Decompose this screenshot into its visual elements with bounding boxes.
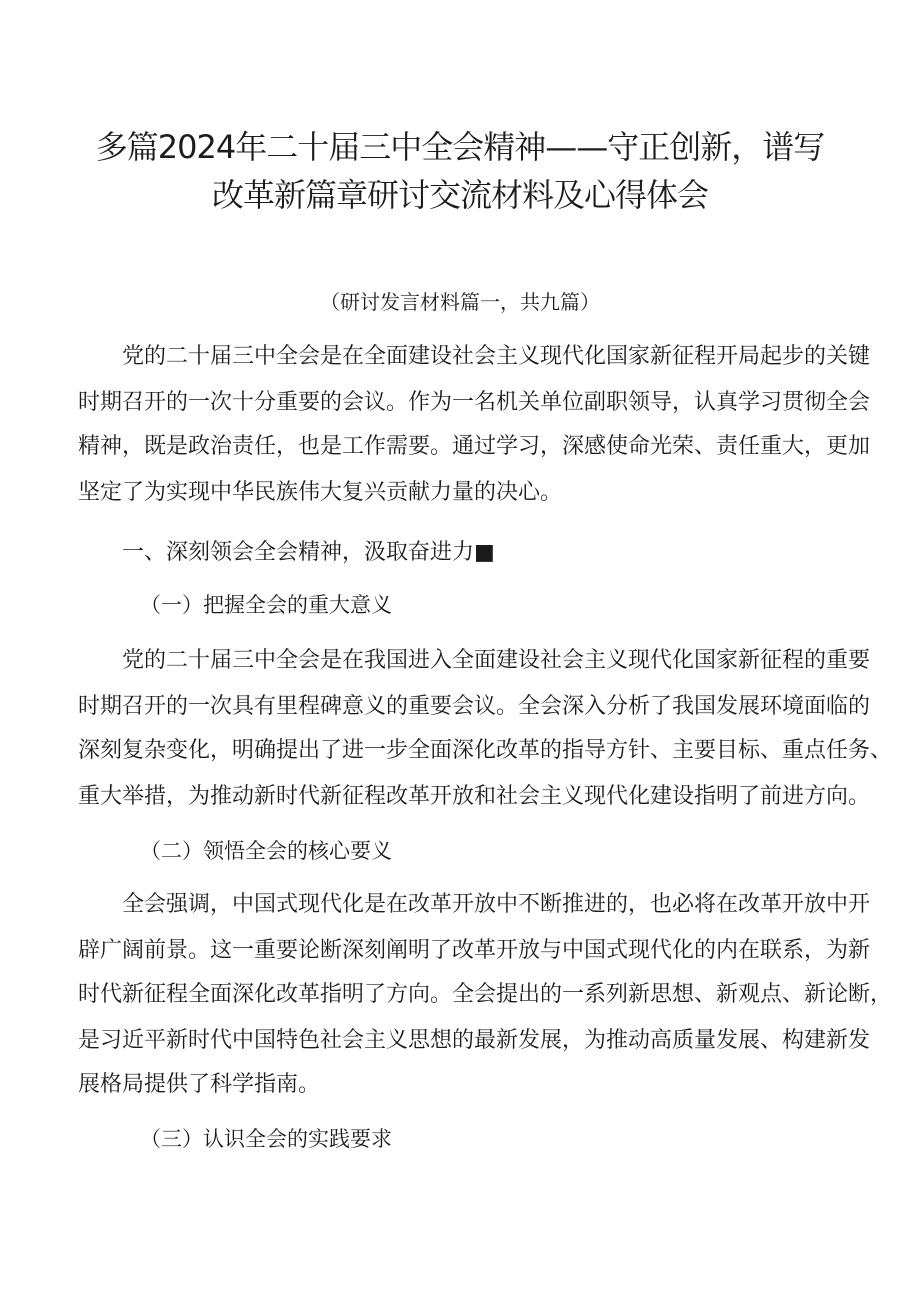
document-title-line-2: 改革新篇章研讨交流材料及心得体会 <box>211 176 708 214</box>
subsection-heading-1: （一）把握全会的重大意义 <box>140 593 392 617</box>
section-heading-1: 一、深刻领会全会精神，汲取奋进力■ <box>122 540 495 565</box>
document-title-line-1: 多篇2024年二十届三中全会精神——守正创新，谱写 <box>95 128 825 166</box>
subsection-heading-3: （三）认识全会的实践要求 <box>140 1127 392 1151</box>
paragraph-1-line: 时期召开的一次十分重要的会议。作为一名机关单位副职领导，认真学习贯彻全会 <box>78 390 871 415</box>
paragraph-2-line: 深刻复杂变化，明确提出了进一步全面深化改革的指导方针、主要目标、重点任务、 <box>78 738 893 763</box>
paragraph-3-line: 辟广阔前景。这一重要论断深刻阐明了改革开放与中国式现代化的内在联系，为新 <box>78 938 871 963</box>
paragraph-3-line: 展格局提供了科学指南。 <box>78 1072 321 1097</box>
paragraph-3-line: 全会强调，中国式现代化是在改革开放中不断推进的，也必将在改革开放中开 <box>122 892 871 917</box>
paragraph-3-line: 是习近平新时代中国特色社会主义思想的最新发展，为推动高质量发展、构建新发 <box>78 1028 871 1053</box>
paragraph-1-line: 党的二十届三中全会是在全面建设社会主义现代化国家新征程开局起步的关键 <box>122 344 871 369</box>
paragraph-2-line: 党的二十届三中全会是在我国进入全面建设社会主义现代化国家新征程的重要 <box>122 648 871 673</box>
paragraph-1-line: 坚定了为实现中华民族伟大复兴贡献力量的决心。 <box>78 480 563 505</box>
paragraph-2-line: 重大举措，为推动新时代新征程改革开放和社会主义现代化建设指明了前进方向。 <box>78 784 871 809</box>
paragraph-3-line: 时代新征程全面深化改革指明了方向。全会提出的一系列新思想、新观点、新论断， <box>78 982 893 1007</box>
subsection-heading-2: （二）领悟全会的核心要义 <box>140 839 392 863</box>
paragraph-1-line: 精神，既是政治责任，也是工作需要。通过学习，深感使命光荣、责任重大，更加 <box>78 434 871 459</box>
document-subtitle: （研讨发言材料篇一，共九篇） <box>320 290 600 314</box>
paragraph-2-line: 时期召开的一次具有里程碑意义的重要会议。全会深入分析了我国发展环境面临的 <box>78 694 871 719</box>
